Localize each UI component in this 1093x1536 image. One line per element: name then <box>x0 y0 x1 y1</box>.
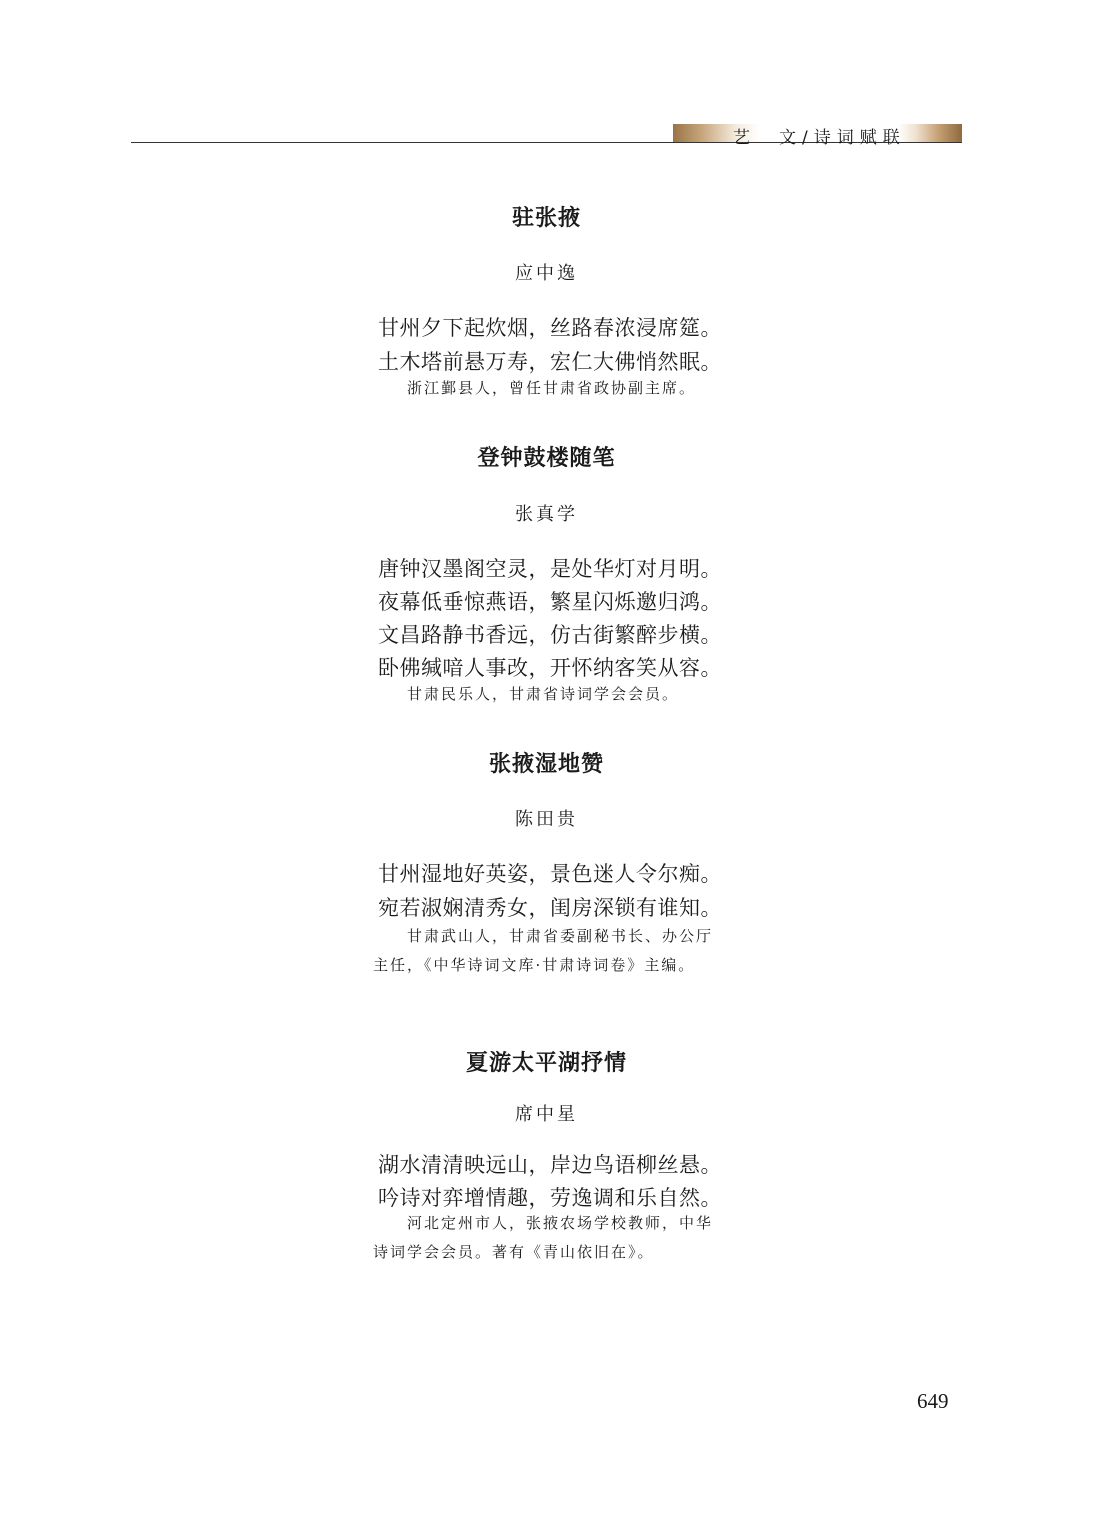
poem-line: 甘州夕下起炊烟，丝路春浓浸席筵。 <box>378 316 722 340</box>
poem-line: 湖水清清映远山，岸边鸟语柳丝悬。 <box>378 1153 722 1177</box>
poem-author: 应中逸 <box>515 263 578 284</box>
author-bio: 河北定州市人，张掖农场学校教师，中华诗词学会会员。著有《青山依旧在》。 <box>373 1214 714 1261</box>
author-bio: 甘肃武山人，甘肃省委副秘书长、办公厅主任，《中华诗词文库·甘肃诗词卷》主编。 <box>373 927 714 974</box>
poem-line: 宛若淑娴清秀女，闺房深锁有谁知。 <box>378 896 722 920</box>
author-bio: 甘肃民乐人，甘肃省诗词学会会员。 <box>407 685 680 703</box>
poem-line: 唐钟汉墨阁空灵，是处华灯对月明。 <box>378 557 722 581</box>
author-bio: 浙江鄞县人，曾任甘肃省政协副主席。 <box>407 379 697 397</box>
poem-title: 夏游太平湖抒情 <box>465 1051 627 1076</box>
poem-title: 登钟鼓楼随笔 <box>477 446 616 471</box>
poem-line: 吟诗对弈增情趣，劳逸调和乐自然。 <box>378 1186 722 1210</box>
poem-title: 张掖湿地赞 <box>488 752 604 777</box>
poem-line: 卧佛缄喑人事改，开怀纳客笑从容。 <box>378 656 722 680</box>
poem-line: 夜幕低垂惊燕语，繁星闪烁邀归鸿。 <box>378 590 722 614</box>
poem-line: 土木塔前悬万寿，宏仁大佛悄然眠。 <box>378 350 722 374</box>
poem-author: 陈田贵 <box>515 809 578 830</box>
poem-author: 张真学 <box>515 504 578 525</box>
poem-line: 甘州湿地好英姿，景色迷人令尔痴。 <box>378 862 722 886</box>
page-number: 649 <box>917 1389 949 1413</box>
section-header: 艺 文/诗词赋联 <box>733 128 906 148</box>
poem-title: 驻张掖 <box>511 206 581 231</box>
poem-line: 文昌路静书香远，仿古街繁醉步横。 <box>378 623 722 647</box>
poem-author: 席中星 <box>515 1104 578 1125</box>
